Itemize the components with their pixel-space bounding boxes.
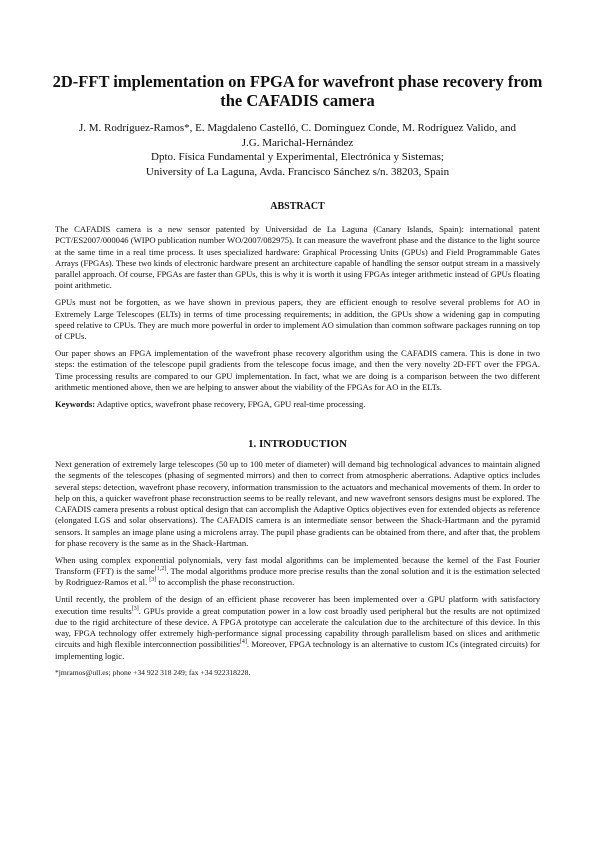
citation-ref: [4] (239, 639, 247, 646)
introduction-body (55, 459, 540, 678)
citation-ref: [3] (149, 577, 157, 584)
author-list-line-2: J.G. Marichal-Hernández (241, 136, 354, 149)
intro-p3-text-b: . GPUs provide a great computation power in a low cost broadly used peripheral but the results are not optimized due to the rigid architecture of these device. A FPGA prototype can accelerate the calculation due to the architecture of this device. In this way, FPGA technology offer extremely high-performance signal processing capability through parallelism based on slices and arithmetic circuits and high flexible interconnection possibilities (55, 605, 540, 650)
author-list-line-1: J. M. Rodríguez-Ramos*, E. Magdaleno Castelló, C. Domínguez Conde, M. Rodríguez Valido, and (79, 122, 516, 134)
citation-ref: [1,2] (154, 566, 167, 573)
affiliation-line-1: Dpto. Física Fundamental y Experimental, Electrónica y Sistemas; (151, 151, 444, 163)
introduction-heading: 1. INTRODUCTION (247, 438, 347, 450)
abstract-paragraph-2: GPUs must not be forgotten, as we have shown in previous papers, they are efficient enough to resolve several problems for AO in Extremely Large Telescopes (ELTs) in terms of time processing requirements; in addition, the GPUs show a widening gap in computing speed relative to CPUs. They are much more powerful in order to implement AO simulation than common software packages running on top of CPUs. (55, 297, 540, 342)
intro-p3-text-a: Until recently, the problem of the design of an efficient phase recoverer has been implemented over a GPU platform with satisfactory execution time results (55, 594, 540, 616)
abstract-paragraph-1: The CAFADIS camera is a new sensor patented by Universidad de La Laguna (Canary Islands, Spain): international patent PCT/ES2007/000046 (WIPO publication number WO/2007/082975). It can measure the wavefront phase and the distance to the light source at the same time in a real time process. It uses specialized hardware: Graphical Processing Units (GPUs) and Field Programmable Gates Arrays (FPGAs). These two kinds of electronic hardware present an architecture capable of handling the sensor output stream in a massively parallel approach. Of course, FPGAs are faster than GPUs, this is why it is worth it using FPGAs integer arithmetic instead of GPUs floating point arithmetic. (55, 224, 540, 291)
abstract-paragraph-3: Our paper shows an FPGA implementation of the wavefront phase recovery algorithm using the CAFADIS camera. This is done in two steps: the estimation of the telescope pupil gradients from the telescope focus image, and then the very novelty 2D-FFT over the FPGA. Time processing results are compared to our GPU implementation. In fact, what we are doing is a comparison between the two different arithmetic mentioned above, then we are helping to answer about the viability of the FPGAs for AO in the ELTs. (55, 347, 540, 392)
intro-p2-text-b: . The modal algorithms produce more precise results than the zonal solution and it is the estimation selected by Rodriguez-Ramos et al. (55, 566, 541, 588)
paper-title: 2D-FFT implementation on FPGA for wavefront phase recovery from the CAFADIS camera (52, 72, 543, 110)
affiliation-line-2: University of La Laguna, Avda. Francisco Sánchez s/n. 38203, Spain (145, 165, 450, 178)
author-block (40, 121, 555, 179)
keywords-line (55, 399, 540, 410)
abstract-body (55, 224, 540, 415)
intro-p3-text-c: . Moreover, FPGA technology is an alternative to custom ICs (integrated circuits) for implementing logic. (55, 639, 540, 661)
keywords-label: Keywords: (55, 398, 96, 409)
intro-p2-text-c: to accomplish the phase reconstruction. (156, 577, 295, 588)
intro-paragraph-2 (55, 555, 540, 589)
contact-footnote: *jmramos@ull.es; phone +34 922 318 249; fax +34 922318228. (55, 668, 251, 678)
intro-p2-text-a: When using complex exponential polynomials, very fast modal algorithms can be implemented because the kernel of the Fast Fourier Transform (FFT) is the same (55, 554, 540, 577)
citation-ref: [3] (131, 605, 139, 612)
keywords-text: Adaptive optics, wavefront phase recovery, FPGA, GPU real-time processing. (95, 398, 366, 409)
intro-paragraph-3 (55, 594, 540, 662)
intro-paragraph-1: Next generation of extremely large telescopes (50 up to 100 meter of diameter) will demand big technological advances to maintain aligned the segments of the telescopes (phasing of segmented mirrors) and then to correct from atmospheric aberrations. Adaptive optics includes several steps: detection, wavefront phase recovery, information transmission to the actuators and mechanical movements of them. In order to help on this, a quicker wavefront phase reconstruction seems to be really relevant, and new wavefront sensors designs must be explored. The CAFADIS camera presents a robust optical design that can accomplish the Adaptive Optics objectives even for extended objects as reference (elongated LGS and solar observations). The CAFADIS camera is an intermediate sensor between the Shack-Hartmann and the pyramid sensors. It samples an image plane using a microlens array. The pupil phase gradients can be obtained from there, and after that, the problem for phase recovery is the same as in the Shack-Hartman. (55, 459, 540, 549)
abstract-heading: ABSTRACT (270, 201, 325, 212)
